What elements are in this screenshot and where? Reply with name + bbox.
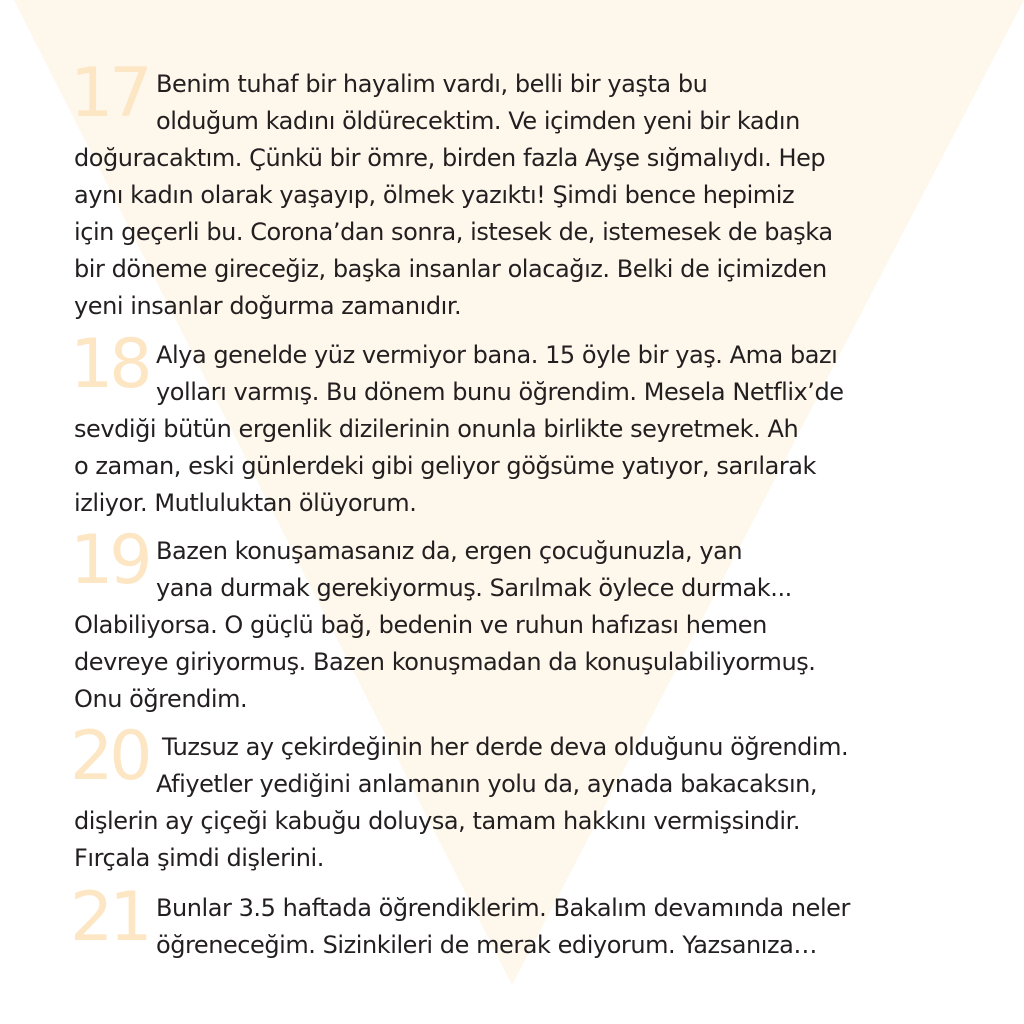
entry-text-line: yana durmak gerekiyormuş. Sarılmak öylece durmak... bbox=[156, 574, 792, 602]
entry-text-line: Onu öğrendim. bbox=[74, 685, 248, 713]
entry-text-line: sevdiği bütün ergenlik dizilerinin onunla birlikte seyretmek. Ah bbox=[74, 415, 799, 443]
entry-text-line: yeni insanlar doğurma zamanıdır. bbox=[74, 292, 462, 320]
entry-number: 17 bbox=[70, 54, 149, 133]
entry-text-line: Benim tuhaf bir hayalim vardı, belli bir yaşta bu bbox=[156, 70, 708, 98]
entry-21 bbox=[70, 878, 974, 964]
entry-text-line: Olabiliyorsa. O güçlü bağ, bedenin ve ruhun hafızası hemen bbox=[74, 611, 767, 639]
entry-text-line: devreye giriyormuş. Bazen konuşmadan da konuşulabiliyormuş. bbox=[74, 648, 816, 676]
entry-number: 21 bbox=[70, 878, 149, 957]
entry-text-line: Alya genelde yüz vermiyor bana. 15 öyle bir yaş. Ama bazı bbox=[156, 341, 838, 369]
entry-number: 18 bbox=[70, 325, 149, 404]
entry-text-line: o zaman, eski günlerdeki gibi geliyor göğsüme yatıyor, sarılarak bbox=[74, 452, 816, 480]
entry-text-line: aynı kadın olarak yaşayıp, ölmek yazıktı! Şimdi bence hepimiz bbox=[74, 181, 795, 209]
entry-text-line: yolları varmış. Bu dönem bunu öğrendim. Mesela Netflix’de bbox=[156, 378, 844, 406]
entry-text-line: bir döneme gireceğiz, başka insanlar olacağız. Belki de içimizden bbox=[74, 255, 827, 283]
entry-text-line: dişlerin ay çiçeği kabuğu doluysa, tamam hakkını vermişsindir. bbox=[74, 807, 801, 835]
entry-text-line: Fırçala şimdi dişlerini. bbox=[74, 844, 324, 872]
entry-text-line: doğuracaktım. Çünkü bir ömre, birden fazla Ayşe sığmalıydı. Hep bbox=[74, 144, 826, 172]
entry-text-line: Tuzsuz ay çekirdeğinin her derde deva olduğunu öğrendim. bbox=[162, 733, 849, 761]
entry-17 bbox=[70, 54, 974, 325]
entry-20 bbox=[70, 717, 974, 877]
entry-text-line: Afiyetler yediğini anlamanın yolu da, aynada bakacaksın, bbox=[156, 770, 818, 798]
entry-number: 19 bbox=[70, 521, 149, 600]
entry-text-line: izliyor. Mutluluktan ölüyorum. bbox=[74, 489, 417, 517]
entry-text-line: için geçerli bu. Corona’dan sonra, istesek de, istemesek de başka bbox=[74, 218, 833, 246]
entry-text-line: öğreneceğim. Sizinkileri de merak ediyorum. Yazsanıza… bbox=[156, 931, 817, 959]
entry-19 bbox=[70, 521, 974, 718]
entry-18 bbox=[70, 325, 974, 522]
entry-text-line: Bazen konuşamasanız da, ergen çocuğunuzla, yan bbox=[156, 537, 743, 565]
entry-number: 20 bbox=[70, 717, 149, 796]
entry-text-line: olduğum kadını öldürecektim. Ve içimden yeni bir kadın bbox=[156, 107, 800, 135]
entry-text-line: Bunlar 3.5 haftada öğrendiklerim. Bakalım devamında neler bbox=[156, 894, 850, 922]
